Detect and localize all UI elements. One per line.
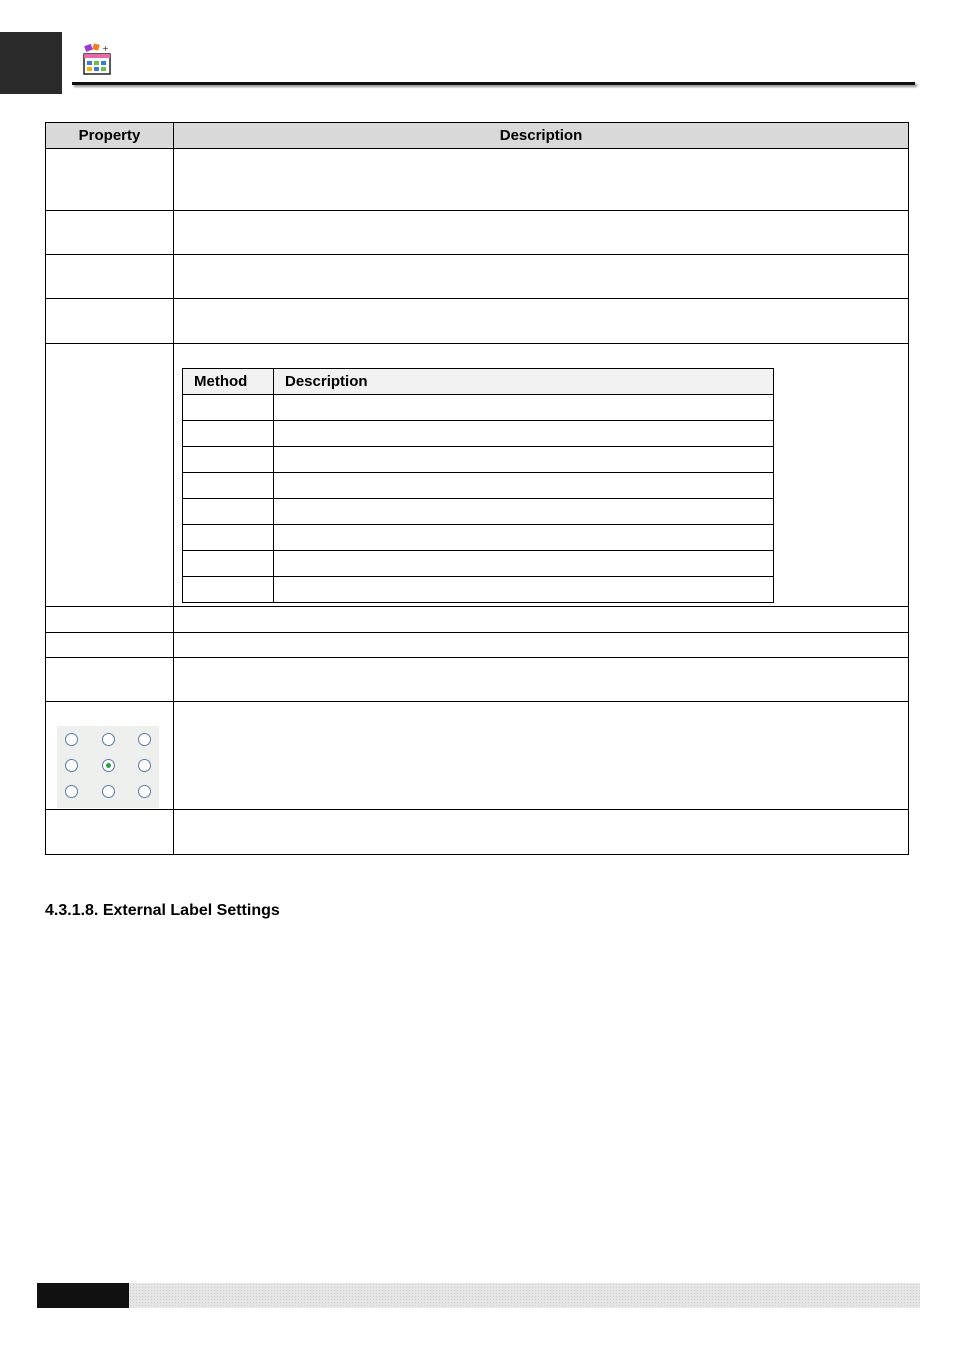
methods-header-row: [183, 369, 774, 395]
footer-page-block: [37, 1283, 129, 1308]
table-row: [46, 658, 909, 702]
methods-row: [183, 473, 774, 499]
table-row: [46, 810, 909, 855]
methods-row: [183, 577, 774, 603]
property-column-header: Property: [46, 123, 174, 149]
methods-row: [183, 395, 774, 421]
table-row: [46, 344, 909, 607]
table-row: [46, 211, 909, 255]
header-rule: [72, 82, 915, 85]
methods-row: [183, 421, 774, 447]
section-heading: 4.3.1.8. External Label Settings: [45, 902, 280, 919]
align-bottom-right-radio[interactable]: [138, 785, 151, 798]
method-description-column-header: Description: [274, 369, 774, 395]
method-column-header: Method: [183, 369, 274, 395]
table-row: [46, 607, 909, 633]
align-middle-right-radio[interactable]: [138, 759, 151, 772]
chapter-tab-block: [0, 32, 62, 94]
align-bottom-left-radio[interactable]: [65, 785, 78, 798]
align-center-radio[interactable]: [102, 759, 115, 772]
table-row: [46, 702, 909, 810]
svg-text:+: +: [102, 44, 109, 53]
methods-table: [182, 368, 774, 603]
table-row: [46, 149, 909, 211]
alignment-radio-grid: [57, 726, 159, 808]
app-icon: [80, 42, 114, 76]
methods-row: [183, 499, 774, 525]
methods-row: [183, 551, 774, 577]
align-top-right-radio[interactable]: [138, 733, 151, 746]
description-column-header: Description: [174, 123, 909, 149]
footer-bar: [129, 1283, 920, 1308]
table-row: [46, 299, 909, 344]
align-bottom-center-radio[interactable]: [102, 785, 115, 798]
align-top-left-radio[interactable]: [65, 733, 78, 746]
methods-row: [183, 525, 774, 551]
align-top-center-radio[interactable]: [102, 733, 115, 746]
properties-table: [45, 122, 909, 855]
table-header-row: [46, 123, 909, 149]
table-row: [46, 633, 909, 658]
align-middle-left-radio[interactable]: [65, 759, 78, 772]
table-row: [46, 255, 909, 299]
methods-row: [183, 447, 774, 473]
